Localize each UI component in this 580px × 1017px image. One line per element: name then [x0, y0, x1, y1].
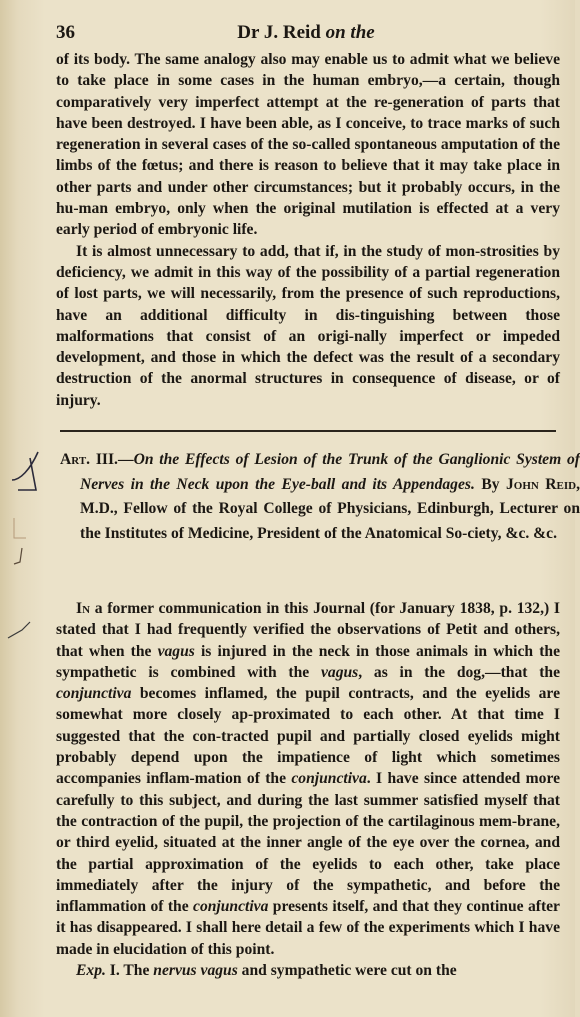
text-run: is injured in the neck in those animals in which the sympathetic is combined with the	[56, 642, 560, 681]
article-body	[56, 598, 560, 981]
article-title: On the Effects of Lesion of the Trunk of the Ganglionic System of Nerves in the Neck upon the Eye-ball and its Appendages.	[80, 451, 580, 493]
text-run: a former communication in this Journal (for January 1838, p. 132,) I stated that I had frequently verified the observations of Petit and others, that when the	[56, 600, 560, 660]
experiment-label: Exp.	[76, 962, 106, 980]
page-number: 36	[56, 22, 75, 43]
paragraph-experiment	[56, 960, 560, 981]
italic-term: conjunctiva	[56, 685, 132, 703]
italic-term: vagus	[320, 663, 359, 681]
italic-term: conjunctiva	[193, 898, 269, 916]
article-credentials: , M.D., Fellow of the Royal College of Physicians, Edinburgh, Lecturer on the Institutes of Medicine, President of the Anatomical So-ciety, &c. &c.	[80, 475, 580, 542]
opening-paragraphs	[56, 49, 560, 411]
italic-term: nervus vagus	[153, 962, 238, 980]
article-author: John Reid	[505, 475, 577, 493]
italic-term: vagus	[157, 642, 195, 660]
text-run: and sympathetic were cut on the	[237, 962, 457, 980]
handwritten-margin-marks	[0, 440, 44, 660]
page-header	[52, 22, 560, 44]
text-run: becomes inflamed, the pupil contracts, and the eyelids are somewhat more closely ap-proximated to each other. At that time I suggested that the con-tracted pupil and partially closed eyelids might probably depend upon the impatience of light which sometimes accompanies inflam-mation of the	[56, 685, 560, 788]
italic-term: conjunctiva	[291, 770, 367, 788]
text-run: presents itself, and that they continue after it has disappeared. I shall here detail a few of the experiments which I have made in elucidation of this point.	[56, 898, 560, 958]
running-title-italic: on the	[325, 22, 375, 43]
article-by: By	[474, 475, 506, 493]
text-run: I. The	[105, 962, 154, 980]
article-label: Art. III.—	[60, 451, 134, 468]
text-run: , as in the dog,—that the	[358, 663, 560, 681]
paragraph-monstrosities: It is almost unnecessary to add, that if, in the study of mon-strosities by deficiency, we admit in this way of the possibility of a partial regeneration of lost parts, we will necessarily, from the presence of such reproductions, have an additional difficulty in dis-tinguishing between those malformations that consist of an origi-nally imperfect or impeded development, and those in which the defect was the result of a secondary destruction of the anormal structures in consequence of disease, or of injury.	[56, 242, 560, 409]
running-title	[52, 22, 560, 44]
article-heading	[60, 448, 580, 546]
paragraph-continuation: of its body. The same analogy also may enable us to admit what we believe to take place in some cases in the human embryo,—a certain, though comparatively very imperfect attempt at the re-generation of parts that have been destroyed. I have been able, as I conceive, to trace marks of such regeneration in several cases of the so-called spontaneous amputation of the limbs of the fœtus; and there is reason to believe that it may take place in other parts and under other circumstances; but it probably occurs, in the hu-man embryo, only when the original mutilation is effected at a very early period of embryonic life.	[56, 51, 560, 239]
text-run: . I have since attended more carefully to this subject, and during the last summer satisfied myself that the contraction of the pupil, the projection of the cartilaginous mem-brane, or third eyelid, situated at the inner angle of the eye over the cornea, and the partial approximation of the eyelids to each other, take place immediately after the injury of the sympathetic, and before the inflammation of the	[56, 770, 561, 916]
drop-lead: In	[76, 600, 91, 617]
paragraph-former-communication	[56, 598, 560, 960]
section-divider	[60, 430, 556, 432]
running-title-text: Dr J. Reid	[237, 22, 326, 43]
